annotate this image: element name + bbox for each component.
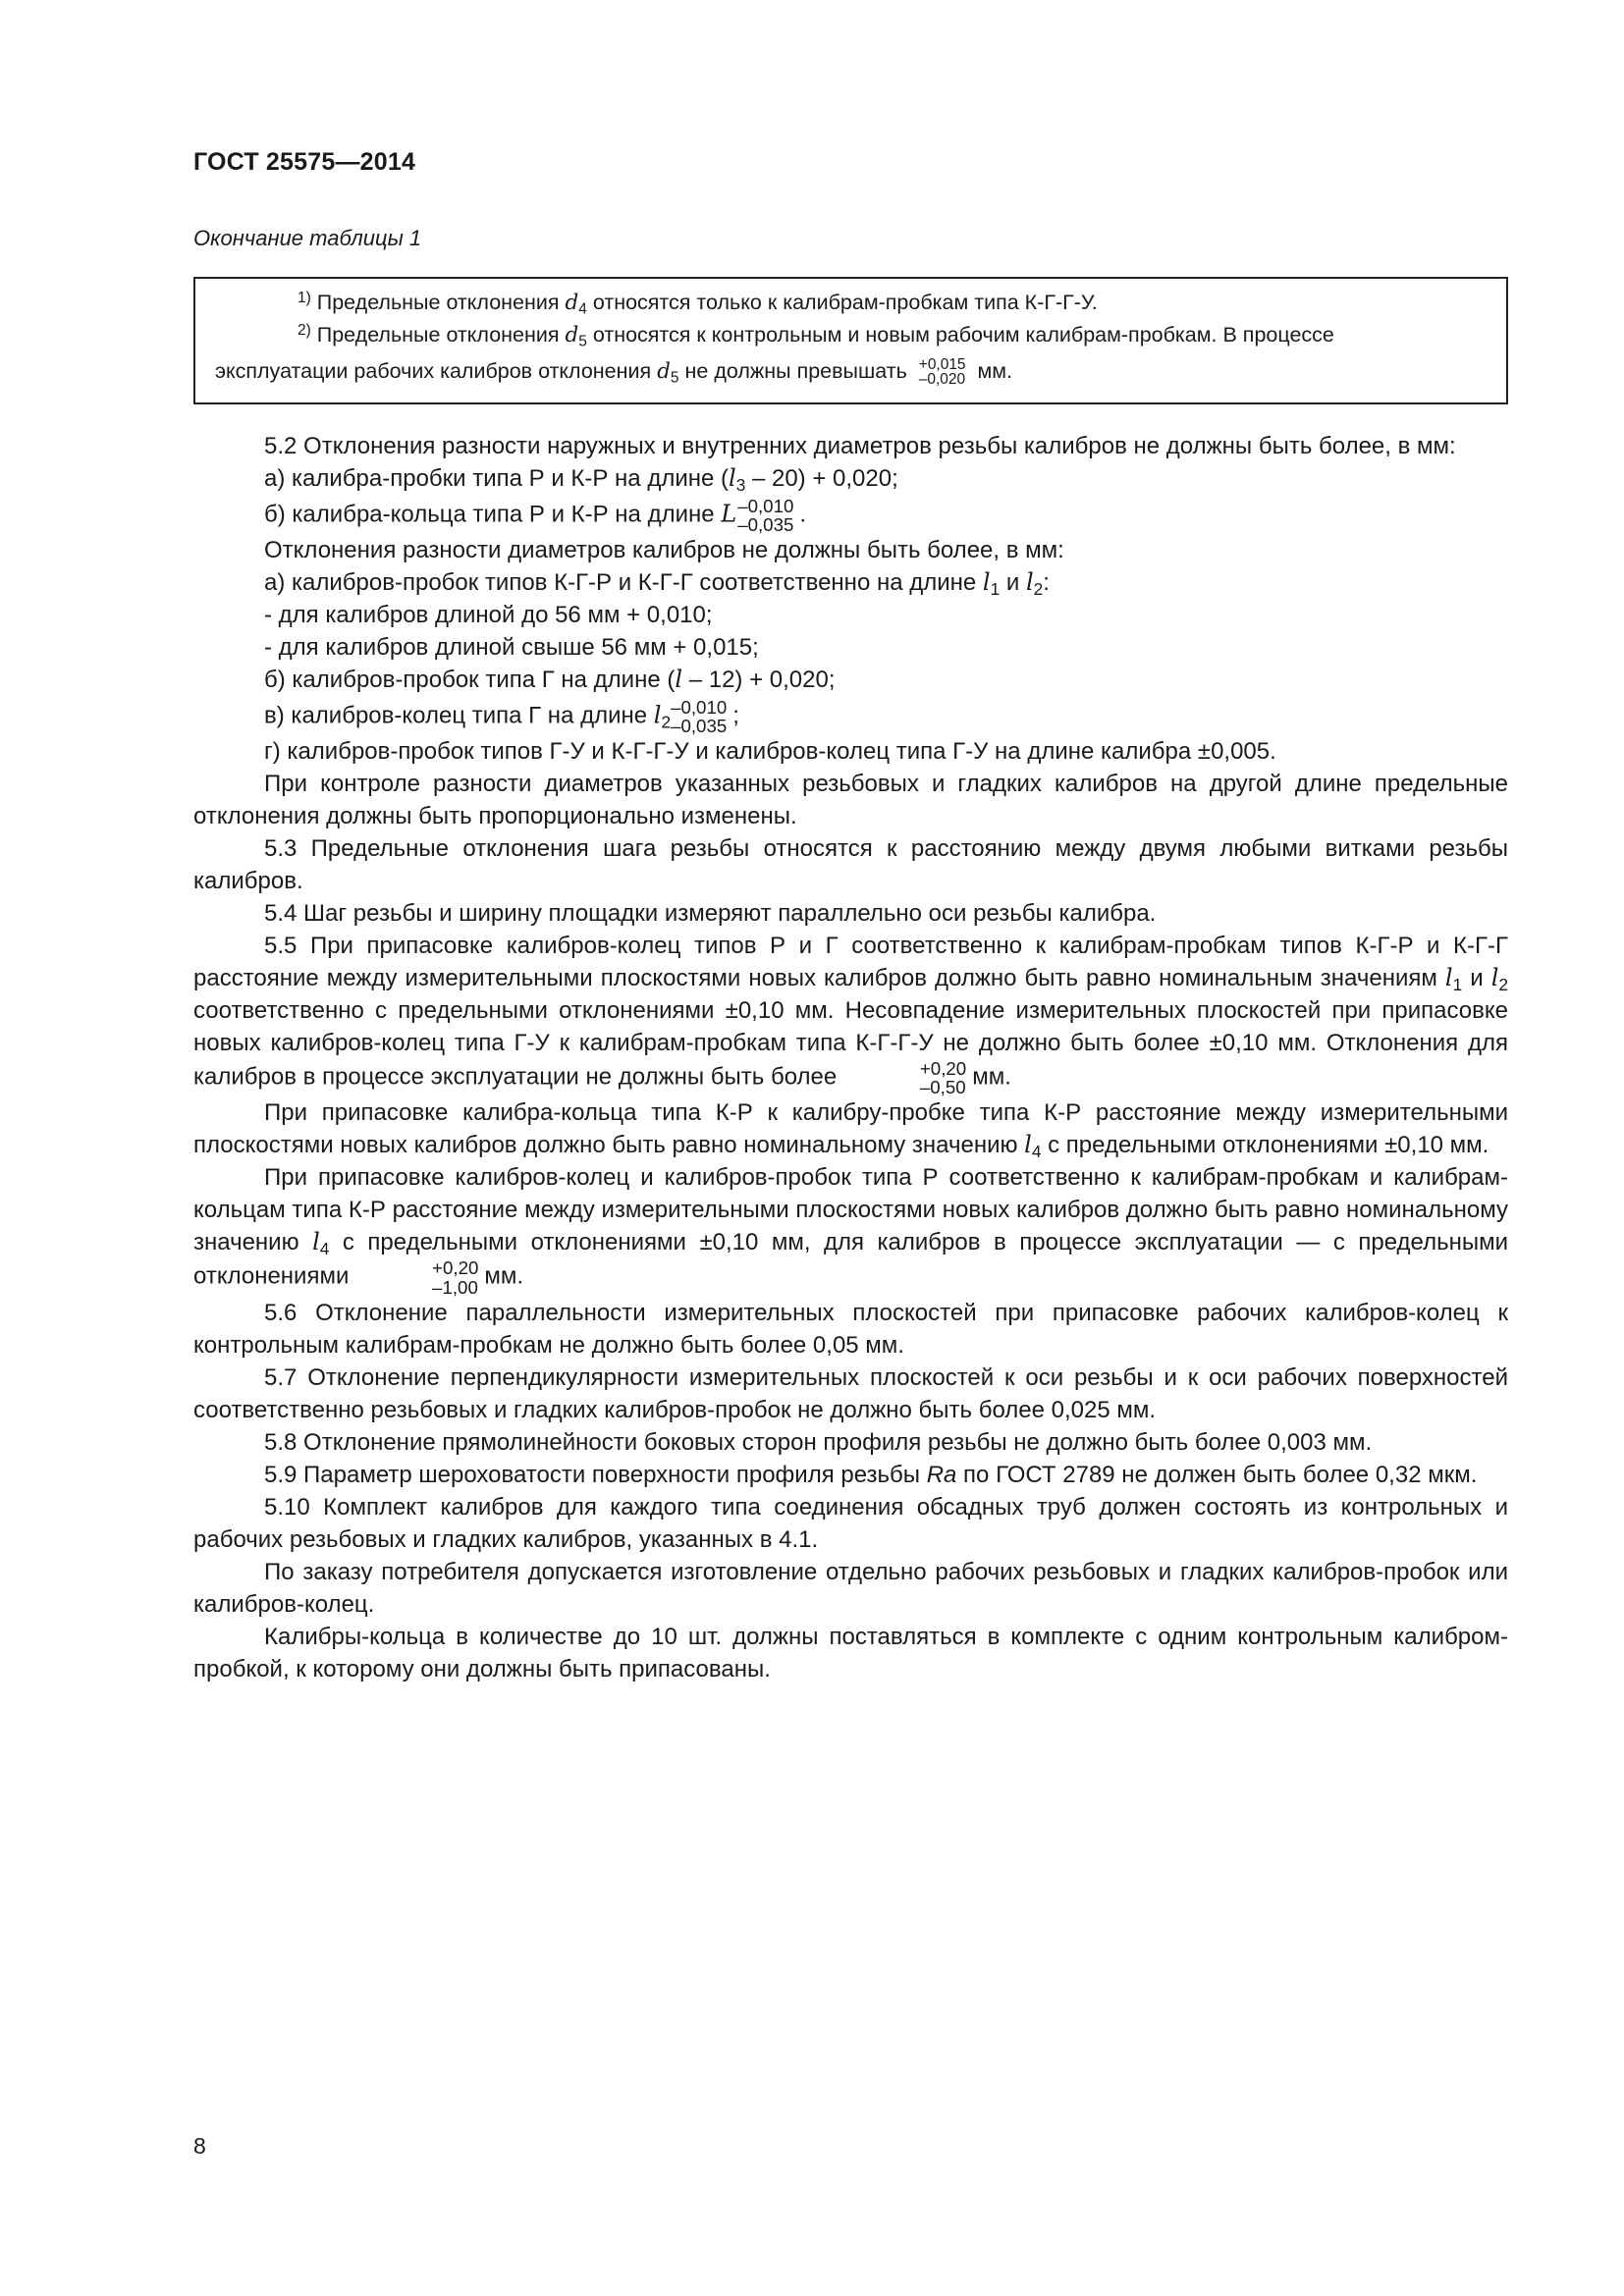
paragraph-5-10-c: Калибры-кольца в количестве до 10 шт. должны поставляться в комплекте с одним контрольным калибром-пробкой, к которому они должны быть припасованы. <box>193 1623 1508 1682</box>
table-caption: Окончание таблицы 1 <box>193 226 422 250</box>
list-item-5-2-c: Отклонения разности диаметров калибров не должны быть более, в мм: <box>264 537 1064 564</box>
tolerance-stack: –0,010 –0,035 <box>737 496 794 536</box>
paragraph-5-9: 5.9 Параметр шероховатости поверхности профиля резьбы Ra по ГОСТ 2789 не должен быть более 0,32 мкм. <box>264 1461 1478 1488</box>
list-item-5-2-h: в) калибров-колец типа Г на длине $l_2$ –0,010 –0,035 ; <box>264 697 739 737</box>
paragraph-5-6: 5.6 Отклонение параллельности измерительных плоскостей при припасовке рабочих калибров-колец к контрольным калибрам-пробкам не должно быть более 0,05 мм. <box>193 1299 1508 1359</box>
page-number: 8 <box>193 2133 206 2159</box>
list-item-5-2-g: б) калибров-пробок типа Г на длине (l – 12) + 0,020; <box>264 666 836 694</box>
list-item-5-2-f: - для калибров длиной свыше 56 мм + 0,015; <box>264 634 759 662</box>
paragraph-5-10-b: По заказу потребителя допускается изготовление отдельно рабочих резьбовых и гладких калибров-пробок или калибров-колец. <box>193 1558 1508 1618</box>
paragraph-5-8: 5.8 Отклонение прямолинейности боковых сторон профиля резьбы не должно быть более 0,003 мм. <box>264 1428 1373 1456</box>
list-item-5-2-e: - для калибров длиной до 56 мм + 0,010; <box>264 602 713 629</box>
list-item-5-2-i: г) калибров-пробок типов Г-У и К-Г-Г-У и калибров-колец типа Г-У на длине калибра ±0,005. <box>264 738 1276 766</box>
paragraph-5-2: 5.2 Отклонения разности наружных и внутренних диаметров резьбы калибров не должны быть более, в мм: <box>264 433 1456 459</box>
footnote-1: $^{1)}$ Предельные отклонения $d_4$ относятся только к калибрам-пробкам типа К-Г-Г-У. <box>298 290 1098 318</box>
paragraph-5-2-note: При контроле разности диаметров указанных резьбовых и гладких калибров на другой длине предельные отклонения должны быть пропорционально изменены. <box>193 771 1508 830</box>
tolerance-stack: –0,010 –0,035 <box>671 697 728 737</box>
paragraph-5-5-c: При припасовке калибров-колец и калибров-пробок типа Р соответственно к калибрам-пробкам и калибрам-кольцам типа К-Р расстояние между измерительными плоскостями новых калибров должно быть равно номинальному значению $l_4$ с предельными отклонениями ±0,10 мм, для калибров в процессе эксплуатации — с предельными отклонениями +0,20 –1,00 мм. <box>193 1164 1508 1298</box>
paragraph-5-5: 5.5 При припасовке калибров-колец типов Р и Г соответственно к калибрам-пробкам типов К-Г-Р и К-Г-Г расстояние между измерительными плоскостями новых калибров должно быть равно номинальным значениям $l_1$ и $l_2$ соответственно с предельными отклонениями ±0,10 мм. Несовпадение измерительных плоскостей при припасовке новых калибров-колец типа Г-У к калибрам-пробкам типа К-Г-Г-У не должно быть более ±0,10 мм. Отклонения для калибров в процессе эксплуатации не должны быть более +0,20 –0,50 мм. <box>193 933 1508 1098</box>
paragraph-5-10: 5.10 Комплект калибров для каждого типа соединения обсадных труб должен состоять из контрольных и рабочих резьбовых и гладких калибров, указанных в 4.1. <box>193 1493 1508 1553</box>
paragraph-5-5-b: При припасовке калибра-кольца типа К-Р к калибру-пробке типа К-Р расстояние между измерительными плоскостями новых калибров должно быть равно номинальному значению $l_4$ с предельными отклонениями ±0,10 мм. <box>193 1099 1508 1162</box>
paragraph-5-3: 5.3 Предельные отклонения шага резьбы относятся к расстоянию между двумя любыми витками резьбы калибров. <box>193 835 1508 895</box>
footnote-2-continued: эксплуатации рабочих калибров отклонения $d_5$ не должны превышать +0,015 –0,020 мм. <box>215 355 1013 389</box>
table-footnotes-box <box>193 277 1508 404</box>
tolerance-stack: +0,20 –0,50 <box>919 1058 967 1098</box>
list-item-5-2-b: б) калибра-кольца типа Р и К-Р на длине L –0,010 –0,035 . <box>264 496 807 536</box>
document-header-title: ГОСТ 25575—2014 <box>193 148 416 176</box>
tolerance-stack: +0,20 –1,00 <box>432 1257 479 1298</box>
list-item-5-2-d: а) калибров-пробок типов К-Г-Р и К-Г-Г соответственно на длине $l_1$ и $l_2$: <box>264 568 1050 600</box>
paragraph-5-4: 5.4 Шаг резьбы и ширину площадки измеряют параллельно оси резьбы калибра. <box>264 900 1157 928</box>
footnote-2: $^{2)}$ Предельные отклонения $d_5$ относятся к контрольным и новым рабочим калибрам-пробкам. В процессе <box>298 322 1334 350</box>
document-body <box>193 430 1508 1685</box>
list-item-5-2-a: а) калибра-пробки типа Р и К-Р на длине $(l_3 - 20) + 0,020$; <box>264 464 898 496</box>
tolerance-stack: +0,015 –0,020 <box>918 355 966 389</box>
paragraph-5-7: 5.7 Отклонение перпендикулярности измерительных плоскостей к оси резьбы и к оси рабочих поверхностей соответственно резьбовых и гладких калибров-пробок не должно быть более 0,025 мм. <box>193 1363 1508 1423</box>
